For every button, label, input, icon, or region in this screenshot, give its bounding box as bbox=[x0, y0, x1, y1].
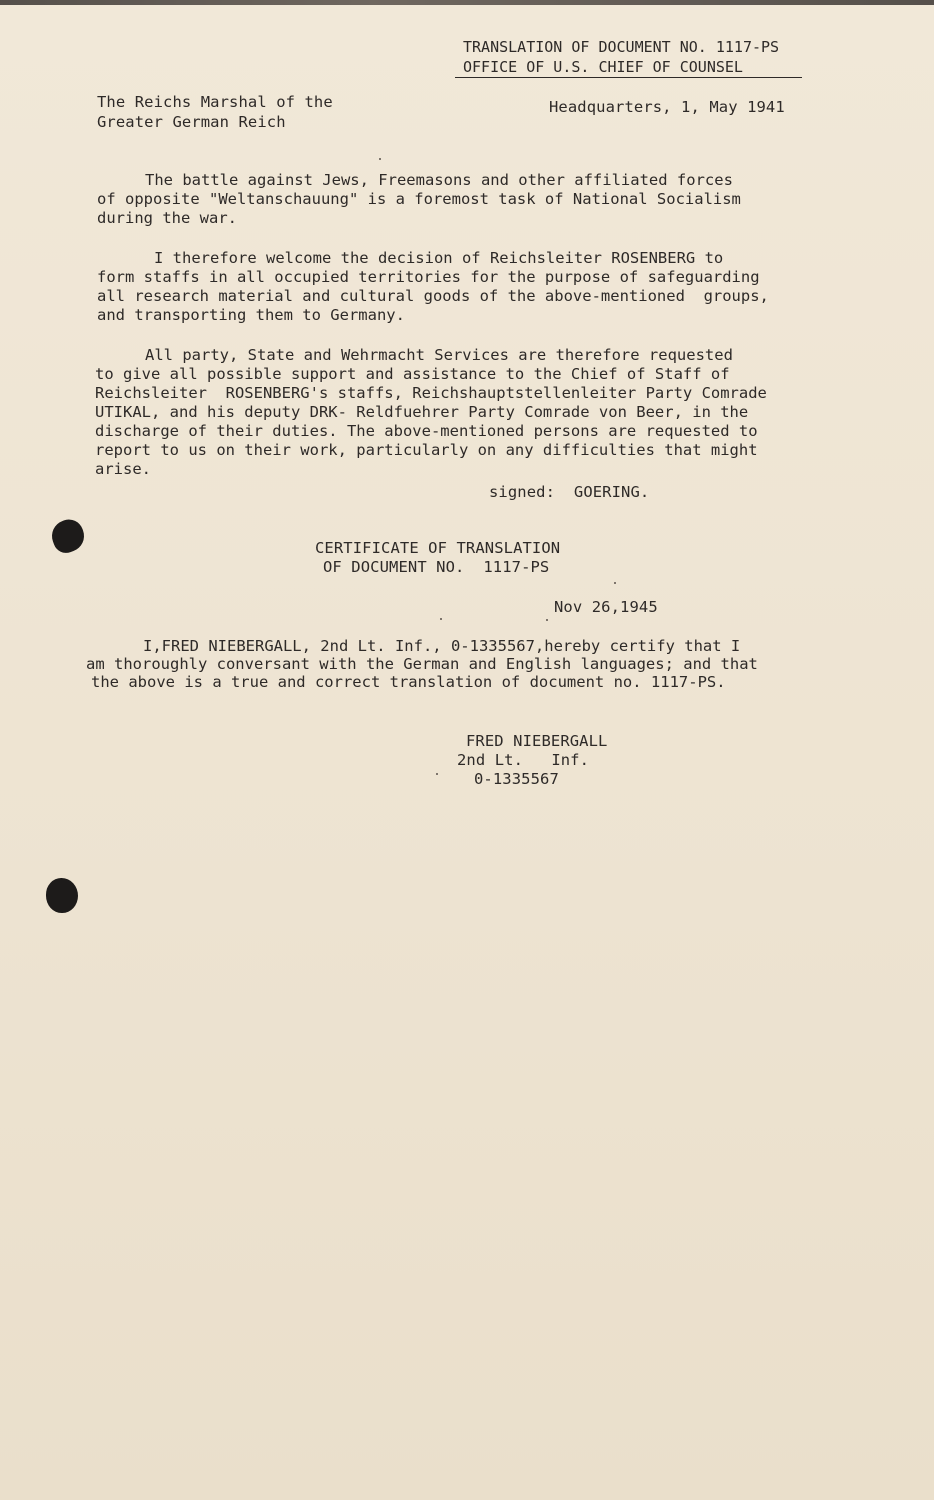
paper-speck bbox=[436, 773, 438, 775]
paragraph-2-line-3: all research material and cultural goods of the above-mentioned groups, bbox=[97, 287, 769, 305]
document-header bbox=[455, 37, 805, 77]
certificate-date: Nov 26,1945 bbox=[554, 598, 658, 616]
sender-line-1: The Reichs Marshal of the bbox=[97, 93, 333, 111]
punch-hole-icon bbox=[46, 878, 78, 913]
paragraph-3-line-1: All party, State and Wehrmacht Services are therefore requested bbox=[145, 346, 733, 364]
paragraph-3-line-7: arise. bbox=[95, 460, 151, 478]
sender-line-2: Greater German Reich bbox=[97, 113, 286, 131]
paragraph-3-line-5: discharge of their duties. The above-mentioned persons are requested to bbox=[95, 422, 758, 440]
certificate-body-line-3: the above is a true and correct translation of document no. 1117-PS. bbox=[91, 673, 726, 691]
signer-rank: 2nd Lt. Inf. bbox=[457, 751, 590, 769]
signer-name: FRED NIEBERGALL bbox=[466, 732, 608, 750]
paragraph-2-line-1: I therefore welcome the decision of Reichsleiter ROSENBERG to bbox=[154, 249, 724, 267]
dateline: Headquarters, 1, May 1941 bbox=[549, 98, 785, 116]
certificate-title-line-1: CERTIFICATE OF TRANSLATION bbox=[315, 539, 561, 557]
header-line-1: TRANSLATION OF DOCUMENT NO. 1117-PS bbox=[463, 38, 780, 56]
paragraph-1-line-2: of opposite "Weltanschauung" is a foremost task of National Socialism bbox=[97, 190, 741, 208]
signer-serial: 0-1335567 bbox=[474, 770, 559, 788]
paragraph-3-line-4: UTIKAL, and his deputy DRK- Reldfuehrer Party Comrade von Beer, in the bbox=[95, 403, 749, 421]
paper-speck bbox=[440, 618, 442, 620]
certificate-title-line-2: OF DOCUMENT NO. 1117-PS bbox=[323, 558, 550, 576]
paragraph-1-line-3: during the war. bbox=[97, 209, 237, 227]
header-line-2: OFFICE OF U.S. CHIEF OF COUNSEL bbox=[463, 58, 743, 76]
paper-speck bbox=[614, 582, 616, 584]
paragraph-3-line-2: to give all possible support and assistance to the Chief of Staff of bbox=[95, 365, 730, 383]
paragraph-1-line-1: The battle against Jews, Freemasons and other affiliated forces bbox=[145, 171, 733, 189]
page-top-edge bbox=[0, 0, 934, 5]
certificate-body-line-2: am thoroughly conversant with the German and English languages; and that bbox=[86, 655, 758, 673]
paragraph-2-line-2: form staffs in all occupied territories for the purpose of safeguarding bbox=[97, 268, 760, 286]
paper-speck bbox=[379, 158, 381, 160]
paragraph-2-line-4: and transporting them to Germany. bbox=[97, 306, 405, 324]
signature-line: signed: GOERING. bbox=[489, 483, 650, 501]
punch-hole-icon bbox=[47, 515, 88, 556]
paragraph-3-line-3: Reichsleiter ROSENBERG's staffs, Reichshauptstellenleiter Party Comrade bbox=[95, 384, 767, 402]
paper-speck bbox=[546, 619, 548, 621]
header-underline bbox=[455, 77, 802, 78]
certificate-body-line-1: I,FRED NIEBERGALL, 2nd Lt. Inf., 0-1335567,hereby certify that I bbox=[143, 637, 741, 655]
paragraph-3-line-6: report to us on their work, particularly on any difficulties that might bbox=[95, 441, 758, 459]
